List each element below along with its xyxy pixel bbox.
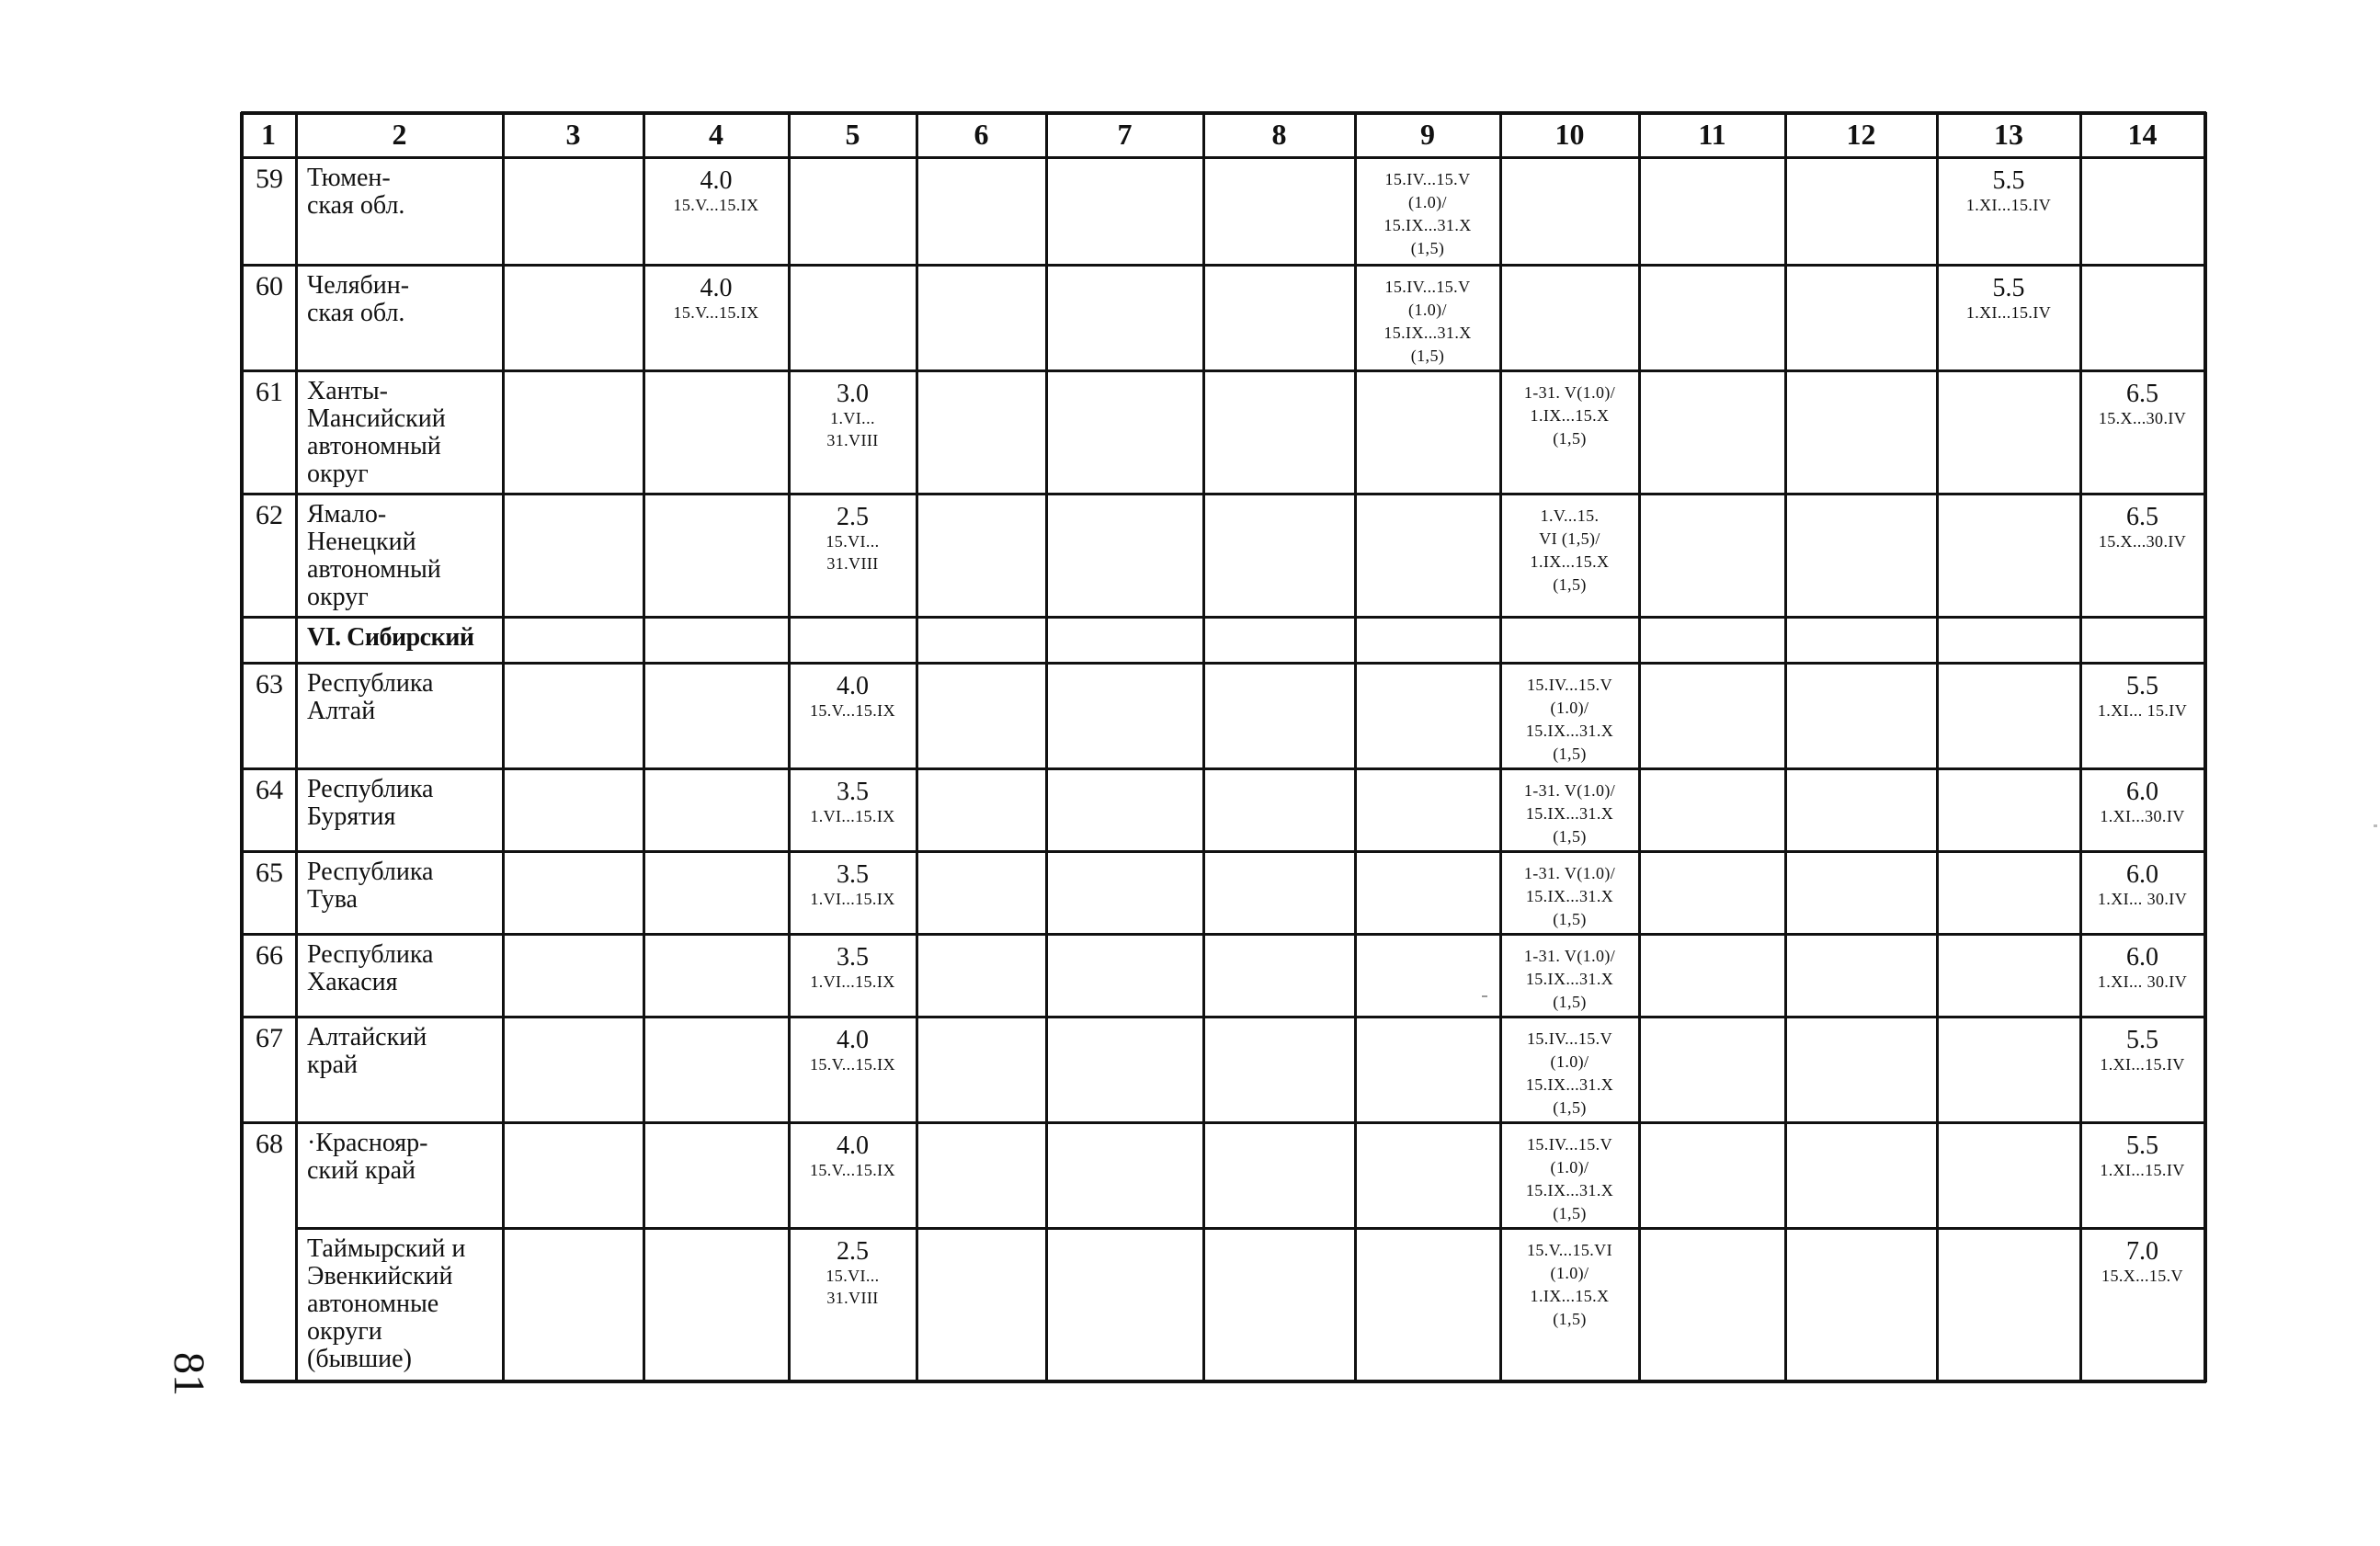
row-number: 65: [256, 858, 283, 888]
value-period: 15.V...15.IX: [673, 196, 759, 214]
column-header: 12: [1846, 118, 1876, 151]
value-period: 1.XI...15.IV: [1965, 303, 2052, 322]
column-header: 2: [392, 118, 407, 151]
table-rule-horizontal: [241, 850, 2206, 853]
period-note: 1-31. V(1.0)/ 1.IX...15.X (1,5): [1523, 383, 1616, 448]
column-header: 5: [845, 118, 860, 151]
region-name: Республика Хакасия: [307, 940, 434, 996]
value-period: 1.XI...15.IV: [1965, 196, 2052, 214]
value: 3.5: [837, 778, 869, 806]
scan-artifact: [1482, 995, 1487, 997]
value-cell: [789, 1122, 917, 1228]
value-cell: [789, 663, 917, 768]
value: 4.0: [700, 274, 733, 302]
row-number: 64: [256, 775, 283, 805]
value-cell: [2080, 1228, 2204, 1381]
value: 3.5: [837, 943, 869, 972]
value: 4.0: [837, 1026, 869, 1054]
row-number: [241, 1228, 296, 1381]
value-period: 1.VI...15.IX: [810, 972, 895, 991]
region-name: Алтайский край: [307, 1023, 427, 1079]
column-header: 9: [1420, 118, 1435, 151]
value-cell: [1937, 265, 2080, 370]
table-rule-horizontal: [241, 662, 2206, 665]
region-name: Ханты- Мансийский автономный округ: [307, 377, 446, 488]
value-cell: [2080, 370, 2204, 494]
value-period: 15.V...15.IX: [673, 303, 759, 322]
value-cell: [2080, 851, 2204, 934]
value-cell: [789, 851, 917, 934]
value-period: 1.VI...15.IX: [810, 807, 895, 825]
value: 5.5: [2126, 672, 2158, 700]
section-heading: VI. Сибирский: [307, 623, 474, 652]
value: 2.5: [837, 1237, 869, 1266]
period-note: 1.V...15. VI (1,5)/ 1.IX...15.X (1,5): [1530, 506, 1610, 594]
value-period: 15.V...15.IX: [810, 701, 895, 720]
value-period: 1.XI...30.IV: [2100, 807, 2185, 825]
region-name: Ямало- Ненецкий автономный округ: [307, 500, 441, 611]
scan-artifact: [2374, 824, 2377, 827]
value-cell: [789, 370, 917, 494]
value-cell: [789, 768, 917, 851]
region-name: Челябин- ская обл.: [307, 271, 410, 327]
value: 5.5: [1992, 274, 2025, 302]
value-cell: [2080, 768, 2204, 851]
period-note: 15.IV...15.V (1.0)/ 15.IX...31.X (1,5): [1525, 1135, 1614, 1222]
column-header: 14: [2127, 118, 2158, 151]
value: 2.5: [837, 503, 869, 531]
table-rule-vertical: [1045, 112, 1048, 1382]
value-cell: [2080, 934, 2204, 1017]
row-number: 63: [256, 669, 283, 699]
value-cell: [2080, 1122, 2204, 1228]
row-number: 67: [256, 1023, 283, 1053]
value-period: 1.XI... 30.IV: [2097, 890, 2188, 908]
value: 6.0: [2126, 778, 2158, 806]
value-period: 1.XI...15.IV: [2100, 1161, 2185, 1179]
table-rule-vertical: [1202, 112, 1205, 1382]
table-rule-horizontal: [241, 1121, 2206, 1124]
page-number: 81: [165, 1352, 213, 1396]
row-number: 68: [256, 1129, 283, 1159]
value: 4.0: [700, 166, 733, 195]
value-cell: [789, 1228, 917, 1381]
value-period: 15.V...15.IX: [810, 1161, 895, 1179]
value: 4.0: [837, 672, 869, 700]
value: 6.0: [2126, 943, 2158, 972]
region-name: ·Краснояр- ский край: [307, 1129, 428, 1185]
value: 7.0: [2126, 1237, 2158, 1266]
value: 3.5: [837, 860, 869, 889]
period-note: 1-31. V(1.0)/ 15.IX...31.X (1,5): [1523, 781, 1616, 846]
value: 3.0: [837, 380, 869, 408]
value-period: 15.V...15.IX: [810, 1055, 895, 1074]
region-name: Республика Бурятия: [307, 775, 434, 831]
value: 6.0: [2126, 860, 2158, 889]
table-rule-vertical: [1784, 112, 1787, 1382]
value-cell: [643, 265, 789, 370]
value-period: 1.XI... 15.IV: [2097, 701, 2188, 720]
value-period: 15.X...30.IV: [2098, 532, 2187, 551]
value-period: 1.VI... 31.VIII: [826, 409, 879, 449]
value-cell: [789, 934, 917, 1017]
row-number: [241, 617, 296, 663]
table-rule-horizontal: [241, 1016, 2206, 1018]
region-name: Таймырский и Эвенкийский автономные округи (бывшие): [307, 1234, 466, 1373]
table-rule-horizontal: [241, 493, 2206, 495]
value: 5.5: [1992, 166, 2025, 195]
value-cell: [643, 157, 789, 265]
period-note: 15.IV...15.V (1.0)/ 15.IX...31.X (1,5): [1384, 170, 1472, 257]
value: 6.5: [2126, 380, 2158, 408]
row-number: 60: [256, 271, 283, 301]
column-header: 11: [1698, 118, 1726, 151]
value: 4.0: [837, 1131, 869, 1160]
column-header: 6: [974, 118, 989, 151]
value-period: 15.VI... 31.VIII: [826, 532, 880, 573]
table-rule-horizontal: [241, 616, 2206, 619]
column-header: 1: [261, 118, 276, 151]
value-cell: [2080, 494, 2204, 617]
value: 6.5: [2126, 503, 2158, 531]
period-note: 15.IV...15.V (1.0)/ 15.IX...31.X (1,5): [1384, 278, 1472, 365]
column-header: 10: [1554, 118, 1585, 151]
table-rule-horizontal: [296, 1227, 2206, 1230]
value-cell: [789, 494, 917, 617]
row-number: 61: [256, 377, 283, 407]
region-name: Республика Алтай: [307, 669, 434, 725]
table-rule-horizontal: [241, 264, 2206, 267]
value: 5.5: [2126, 1026, 2158, 1054]
table-rule-horizontal: [241, 1380, 2206, 1383]
row-number: 66: [256, 940, 283, 971]
value-period: 1.XI... 30.IV: [2097, 972, 2188, 991]
value-cell: [2080, 663, 2204, 768]
value-cell: [1937, 157, 2080, 265]
period-note: 15.IV...15.V (1.0)/ 15.IX...31.X (1,5): [1525, 1029, 1614, 1117]
value-cell: [2080, 1017, 2204, 1122]
column-header: 8: [1271, 118, 1287, 151]
row-number: 62: [256, 500, 283, 530]
region-name: Республика Тува: [307, 858, 434, 914]
value-cell: [789, 1017, 917, 1122]
period-note: 15.V...15.VI (1.0)/ 1.IX...15.X (1,5): [1527, 1241, 1612, 1328]
table-rule-horizontal: [241, 933, 2206, 936]
region-name: Тюмен- ская обл.: [307, 164, 405, 220]
value-period: 15.X...15.V: [2101, 1267, 2183, 1285]
column-header: 4: [709, 118, 723, 151]
period-note: 1-31. V(1.0)/ 15.IX...31.X (1,5): [1523, 947, 1616, 1011]
value-period: 15.VI... 31.VIII: [826, 1267, 880, 1307]
period-note: 1-31. V(1.0)/ 15.IX...31.X (1,5): [1523, 864, 1616, 928]
column-header: 3: [565, 118, 581, 151]
value-period: 1.XI...15.IV: [2100, 1055, 2185, 1074]
value-period: 1.VI...15.IX: [810, 890, 895, 908]
period-note: 15.IV...15.V (1.0)/ 15.IX...31.X (1,5): [1525, 676, 1614, 763]
column-header: 13: [1994, 118, 2023, 151]
value: 5.5: [2126, 1131, 2158, 1160]
value-period: 15.X...30.IV: [2098, 409, 2187, 427]
table-rule-horizontal: [241, 767, 2206, 770]
column-header: 7: [1117, 118, 1133, 151]
row-number: 59: [256, 164, 283, 194]
table-rule-horizontal: [241, 369, 2206, 372]
